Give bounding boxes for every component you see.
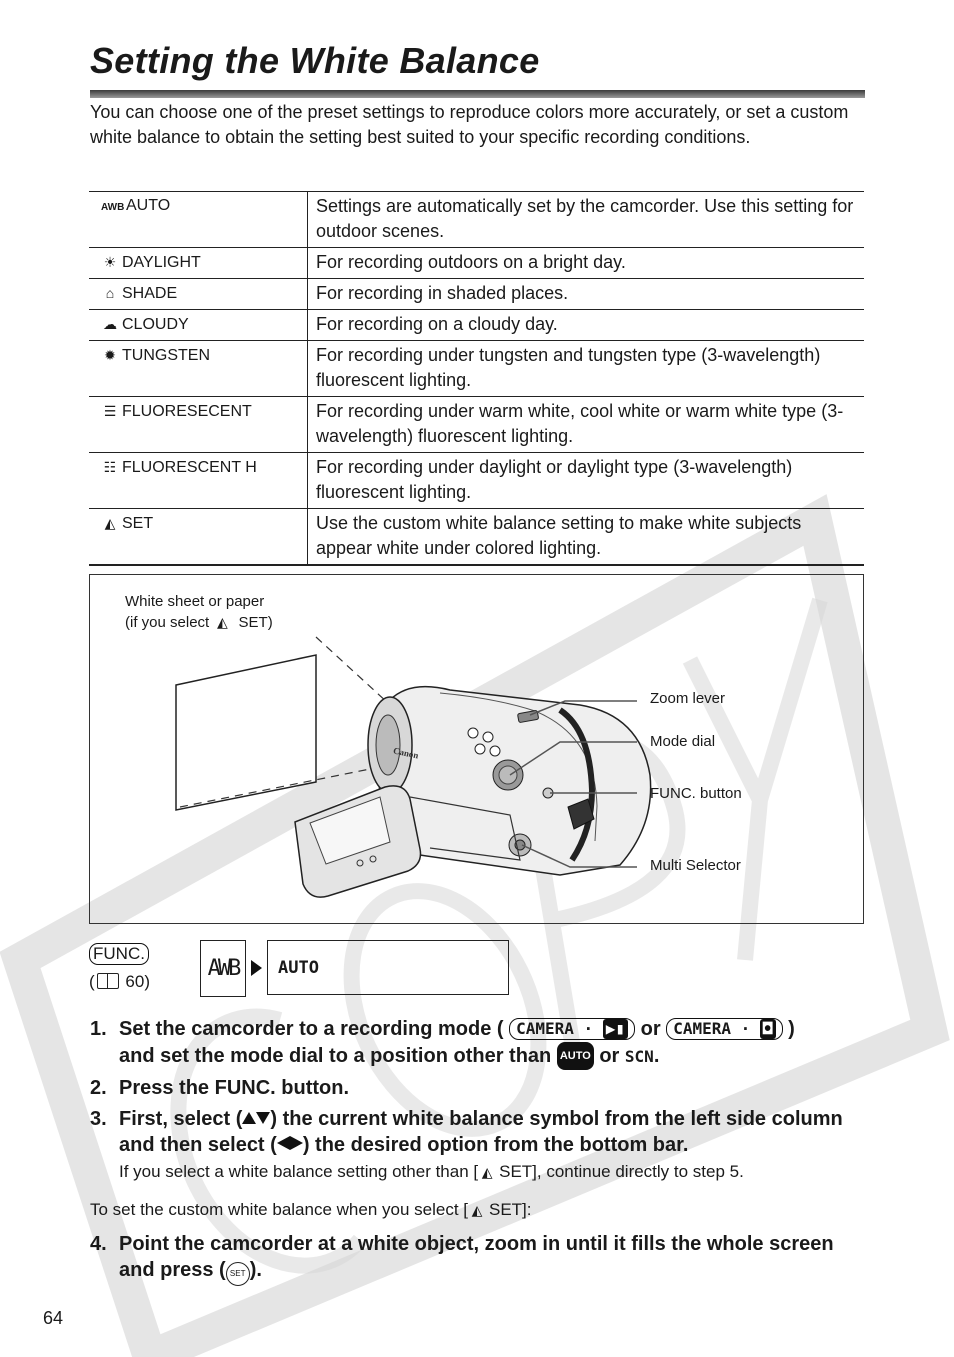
mode-label: CLOUDY bbox=[122, 316, 189, 333]
mode-label: DAYLIGHT bbox=[122, 254, 201, 271]
func-button-icon: FUNC. bbox=[89, 943, 149, 965]
down-arrow-icon bbox=[256, 1112, 270, 1124]
mode-description: For recording under daylight or daylight type (3-wavelength) fluorescent lighting. bbox=[308, 453, 865, 509]
instruction-steps bbox=[90, 1016, 870, 1189]
right-arrow-icon bbox=[290, 1136, 303, 1150]
white-sheet bbox=[176, 655, 316, 810]
mode-cell bbox=[89, 453, 308, 509]
camcorder-diagram bbox=[89, 574, 864, 924]
mode-cell bbox=[89, 192, 308, 248]
table-row bbox=[89, 310, 864, 341]
menu-value-box: AUTO bbox=[267, 940, 509, 995]
mode-cell bbox=[89, 279, 308, 310]
mode-cell bbox=[89, 248, 308, 279]
table-row bbox=[89, 341, 864, 397]
callout-zoom-lever: Zoom lever bbox=[650, 690, 726, 707]
callout-multi-selector: Multi Selector bbox=[650, 857, 741, 874]
page-reference: ( 60) bbox=[89, 972, 150, 991]
awb-icon: AWB bbox=[200, 940, 246, 997]
page-number: 64 bbox=[43, 1308, 64, 1328]
table-row bbox=[89, 248, 864, 279]
book-icon bbox=[97, 973, 119, 989]
custom-wb-icon: ◭ bbox=[471, 1202, 483, 1218]
arrow-right-icon bbox=[251, 960, 262, 976]
mode-label: SHADE bbox=[122, 285, 178, 302]
mode-cell bbox=[89, 397, 308, 453]
white-balance-table bbox=[89, 191, 864, 566]
callout-func-button: FUNC. button bbox=[650, 785, 742, 802]
bulb-icon: ✹ bbox=[104, 347, 116, 363]
auto-mode-icon: AUTO bbox=[557, 1042, 594, 1070]
mode-label: FLUORESCENT H bbox=[122, 459, 257, 476]
sheet-label: White sheet or paper (if you select ◭ SET) bbox=[125, 593, 273, 631]
up-arrow-icon bbox=[242, 1112, 256, 1124]
mode-cell bbox=[89, 341, 308, 397]
mode-cell bbox=[89, 310, 308, 341]
title-underline bbox=[90, 90, 865, 98]
cloud-icon: ☁ bbox=[103, 316, 117, 332]
table-row bbox=[89, 509, 864, 566]
step-2: 2. Press the FUNC. button. bbox=[90, 1077, 350, 1099]
mode-description: For recording under tungsten and tungsten type (3-wavelength) fluorescent lighting. bbox=[308, 341, 865, 397]
camera-movie-mode-icon: CAMERA · ▶▮ bbox=[509, 1018, 635, 1040]
mode-label: AUTO bbox=[126, 197, 171, 214]
fluorescent-icon: ☰ bbox=[103, 403, 117, 419]
mode-description: For recording outdoors on a bright day. bbox=[308, 248, 865, 279]
table-row bbox=[89, 453, 864, 509]
custom-wb-icon: ◭ bbox=[216, 614, 228, 630]
table-row bbox=[89, 192, 864, 248]
custom-wb-note: To set the custom white balance when you select [ ◭ SET]: bbox=[90, 1200, 532, 1219]
scn-mode-icon: SCN bbox=[624, 1047, 654, 1066]
table-row bbox=[89, 279, 864, 310]
mode-description: For recording in shaded places. bbox=[308, 279, 865, 310]
brand-logo: Canon bbox=[392, 745, 420, 761]
camera-photo-mode-icon: CAMERA · ◘ bbox=[666, 1018, 782, 1040]
sun-icon: ☀ bbox=[103, 254, 117, 270]
set-button-icon: SET bbox=[226, 1262, 250, 1286]
mode-label: TUNGSTEN bbox=[122, 347, 210, 364]
fluorescent-h-icon: ☷ bbox=[103, 459, 117, 475]
mode-description: Settings are automatically set by the camcorder. Use this setting for outdoor scenes. bbox=[308, 192, 865, 248]
mode-cell bbox=[89, 509, 308, 566]
shade-icon: ⌂ bbox=[105, 285, 115, 301]
step-4: 4. Point the camcorder at a white object, zoom in until it fills the whole screen and press ( SET ). bbox=[90, 1231, 870, 1286]
mode-description: For recording on a cloudy day. bbox=[308, 310, 865, 341]
custom-wb-icon: ◭ bbox=[481, 1164, 493, 1180]
left-arrow-icon bbox=[277, 1136, 290, 1150]
func-menu-area bbox=[89, 940, 519, 1000]
mode-description: For recording under warm white, cool white or warm white type (3-wavelength) fluorescent lighting. bbox=[308, 397, 865, 453]
mode-label: FLUORESECENT bbox=[122, 403, 252, 420]
table-row bbox=[89, 397, 864, 453]
step-1: 1. Set the camcorder to a recording mode ( CAMERA · ▶▮ or CAMERA · ◘ ) and set the mode dial to a position other than AUTO or SCN. bbox=[90, 1016, 870, 1070]
step-3: 3. First, select ( ) the current white balance symbol from the left side column and then select ( ) the desired option from the bottom bar. If you select a white balance setting other than [ ◭ SET], continue directly to step 5. bbox=[90, 1106, 870, 1184]
awb-icon: AWB bbox=[101, 202, 125, 213]
intro-paragraph: You can choose one of the preset settings to reproduce colors more accurately, or set a custom white balance to obtain the setting best suited to your specific recording conditions. bbox=[90, 102, 849, 147]
page-title: Setting the White Balance bbox=[90, 40, 540, 81]
mode-description: Use the custom white balance setting to make white subjects appear white under colored lighting. bbox=[308, 509, 865, 566]
instruction-steps-continued bbox=[90, 1231, 870, 1291]
step-3-note: If you select a white balance setting other than [ ◭ SET], continue directly to step 5. bbox=[119, 1160, 870, 1184]
callout-mode-dial: Mode dial bbox=[650, 733, 716, 750]
custom-wb-icon: ◭ bbox=[104, 515, 116, 531]
mode-label: SET bbox=[122, 515, 154, 532]
